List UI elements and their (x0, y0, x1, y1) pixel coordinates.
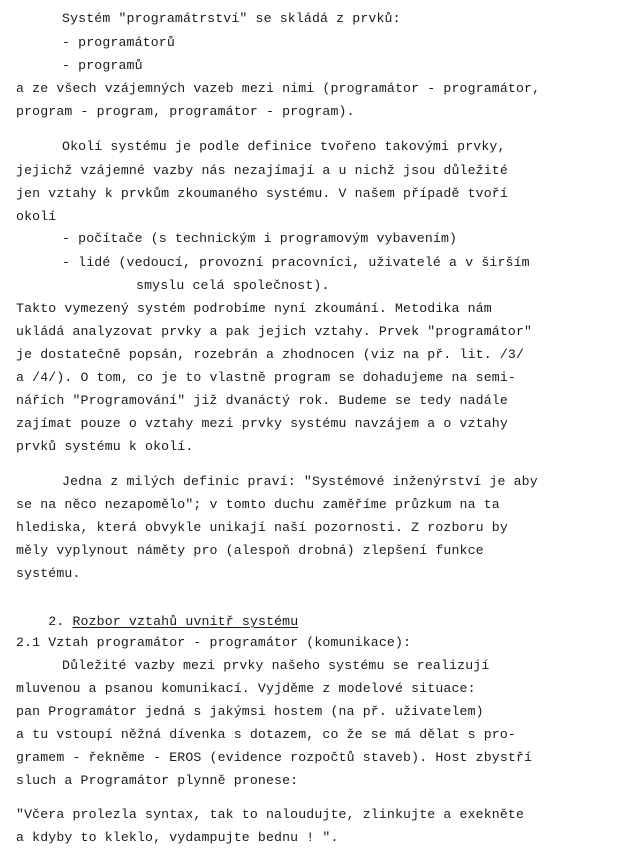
list-item: - lidé (vedoucí, provozní pracovníci, uživatelé a v širším (62, 255, 530, 270)
list-item: - programů (62, 58, 143, 73)
paragraph-line: a /4/). O tom, co je to vlastně program se dohadujeme na semi- (16, 370, 516, 385)
paragraph-line: okolí (16, 209, 57, 224)
subsection-heading: 2.1 Vztah programátor - programátor (komunikace): (16, 635, 412, 650)
paragraph-line: ukládá analyzovat prvky a pak jejich vztahy. Prvek "programátor" (16, 324, 533, 339)
list-item: - programátorů (62, 35, 175, 50)
paragraph-line: Jedna z milých definic praví: "Systémové inženýrství je aby (62, 474, 538, 489)
paragraph-line: nářích "Programování" již dvanáctý rok. Budeme se tedy nadále (16, 393, 508, 408)
paragraph-line: měly vyplynout náměty pro (alespoň drobná) zlepšení funkce (16, 543, 484, 558)
paragraph-line: a tu vstoupí něžná dívenka s dotazem, co že se má dělat s pro- (16, 727, 516, 742)
paragraph-line: gramem - řekněme - EROS (evidence rozpočtů staveb). Host zbystří (16, 750, 533, 765)
paragraph-line: systému. (16, 566, 81, 581)
quote-line: "Včera prolezla syntax, tak to naloudujte, zlinkujte a exekněte (16, 807, 525, 822)
paragraph-line: mluvenou a psanou komunikací. Vyjděme z modelové situace: (16, 681, 476, 696)
paragraph-line: se na něco nezapomělo"; v tomto duchu zaměříme průzkum na ta (16, 497, 500, 512)
paragraph-line: hlediska, která obvykle unikají naší pozornosti. Z rozboru by (16, 520, 508, 535)
paragraph-line: pan Programátor jedná s jakýmsi hostem (na př. uživatelem) (16, 704, 484, 719)
paragraph-line: jejichž vzájemné vazby nás nezajímají a u nichž jsou důležité (16, 163, 508, 178)
list-item: - počítače (s technickým i programovým vybavením) (62, 231, 458, 246)
section-number: 2. (48, 614, 65, 630)
paragraph-line: a ze všech vzájemných vazeb mezi nimi (programátor - programátor, (16, 81, 541, 96)
list-item: smyslu celá společnost). (136, 278, 330, 293)
paragraph-line: je dostatečně popsán, rozebrán a zhodnocen (viz na př. lit. /3/ (16, 347, 525, 362)
quote-line: a kdyby to kleklo, vydampujte bednu ! ". (16, 830, 339, 845)
paragraph-line: Systém "programátrství" se skládá z prvků: (62, 11, 401, 26)
paragraph-line: prvků systému k okolí. (16, 439, 194, 454)
paragraph-line: jen vztahy k prvkům zkoumaného systému. V našem případě tvoří (16, 186, 508, 201)
paragraph-line: Takto vymezený systém podrobíme nyní zkoumání. Metodika nám (16, 301, 492, 316)
paragraph-line: sluch a Programátor plynně pronese: (16, 773, 299, 788)
paragraph-line: zajímat pouze o vztahy mezi prvky systému navzájem a o vztahy (16, 416, 508, 431)
paragraph-line: Důležité vazby mezi prvky našeho systému se realizují (62, 658, 490, 673)
section-title: Rozbor vztahů uvnitř systému (72, 614, 299, 630)
paragraph-line: program - program, programátor - program). (16, 104, 355, 119)
paragraph-line: Okolí systému je podle definice tvořeno takovými prvky, (62, 139, 506, 154)
